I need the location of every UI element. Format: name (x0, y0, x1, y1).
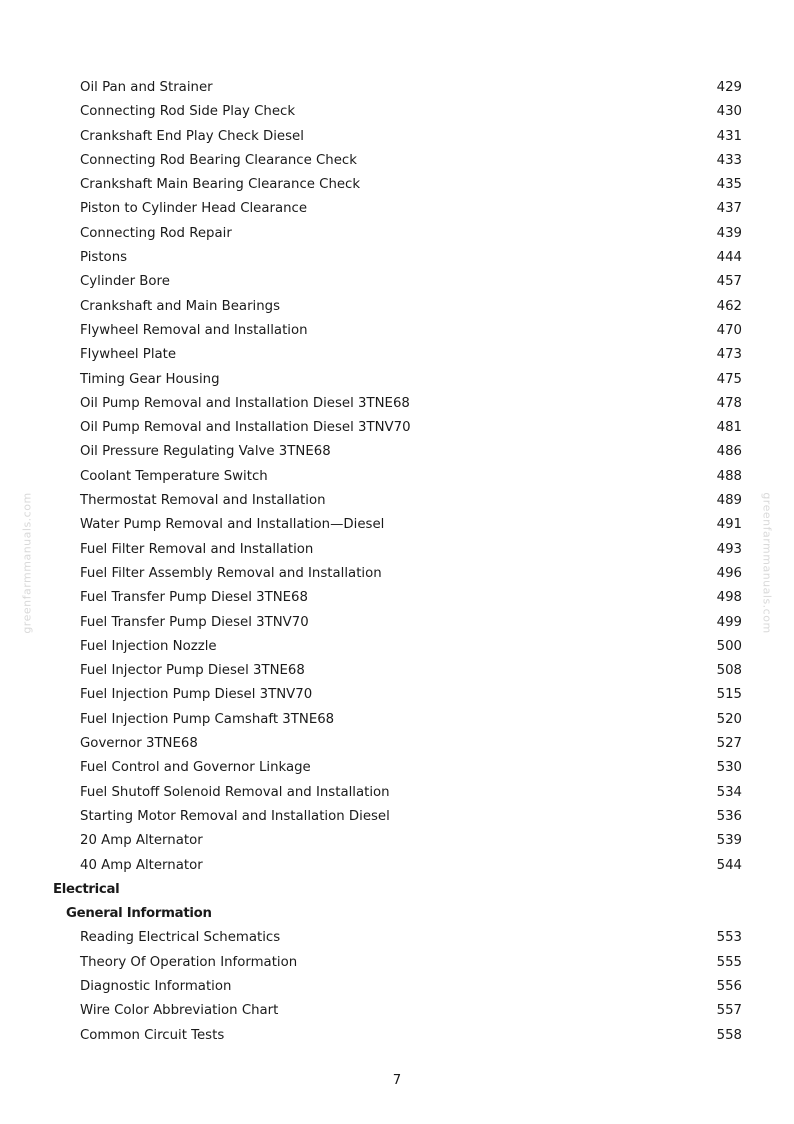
toc-subsection-heading[interactable] (0, 902, 794, 926)
toc-entry-page: 470 (716, 322, 742, 338)
toc-entry[interactable] (0, 100, 794, 124)
toc-entry-page: 508 (716, 663, 742, 679)
toc-entry[interactable] (0, 683, 794, 707)
toc-entry-title: Starting Motor Removal and Installation Diesel (80, 808, 390, 824)
toc-entry-title: Theory Of Operation Information (80, 954, 298, 970)
toc-entry-page: 478 (716, 395, 742, 411)
toc-entry[interactable] (0, 513, 794, 537)
toc-entry[interactable] (0, 246, 794, 270)
watermark-left: greenfarmmanuals.com (20, 492, 34, 634)
toc-entry-page: 556 (716, 978, 742, 994)
toc-entry-title: Fuel Injection Pump Camshaft 3TNE68 (80, 711, 335, 727)
toc-entry-page: 536 (716, 808, 742, 824)
toc-entry[interactable] (0, 999, 794, 1023)
toc-entry-page: 527 (716, 736, 742, 752)
toc-entry-page: 430 (716, 104, 742, 120)
toc-entry[interactable] (0, 392, 794, 416)
toc-entry-title: Oil Pan and Strainer (80, 80, 213, 95)
toc-entry-title: Piston to Cylinder Head Clearance (80, 201, 308, 217)
toc-entry-title: 40 Amp Alternator (80, 857, 203, 873)
toc-entry-page: 437 (716, 201, 742, 217)
toc-entry-page: 500 (716, 638, 742, 654)
toc-entry[interactable] (0, 416, 794, 440)
toc-entry[interactable] (0, 854, 794, 878)
toc-entry-title: Fuel Injection Nozzle (80, 638, 217, 654)
toc-entry-title: Timing Gear Housing (80, 371, 220, 387)
toc-entry-page: 555 (716, 954, 742, 970)
toc-entry-page: 553 (716, 930, 742, 946)
toc-entry-page: 429 (716, 80, 742, 95)
toc-entry-title: Common Circuit Tests (80, 1027, 225, 1043)
toc-entry-page: 530 (716, 760, 742, 776)
toc-entry-page: 488 (716, 468, 742, 484)
toc-entry-page: 439 (716, 225, 742, 241)
toc-entry[interactable] (0, 951, 794, 975)
toc-entry-title: Flywheel Plate (80, 347, 177, 363)
toc-entry[interactable] (0, 295, 794, 319)
toc-entry-title: Fuel Shutoff Solenoid Removal and Installation (80, 784, 390, 800)
toc-entry-title: Oil Pump Removal and Installation Diesel 3TNE68 (80, 395, 410, 411)
toc-entry[interactable] (0, 1024, 794, 1048)
toc-entry-title: Fuel Control and Governor Linkage (80, 760, 311, 776)
toc-entry[interactable] (0, 926, 794, 950)
toc-entry[interactable] (0, 173, 794, 197)
toc-entry[interactable] (0, 368, 794, 392)
toc-entry-title: Cylinder Bore (80, 274, 170, 290)
toc-entry-title: Coolant Temperature Switch (80, 468, 268, 484)
toc-entry[interactable] (0, 586, 794, 610)
toc-entry-page: 558 (716, 1027, 742, 1043)
toc-entry-page: 444 (716, 250, 742, 266)
toc-entry-page: 489 (716, 493, 742, 509)
toc-entry-page: 457 (716, 274, 742, 290)
toc-entry-title: Flywheel Removal and Installation (80, 322, 308, 338)
toc-entry-page: 499 (716, 614, 742, 630)
toc-entry-title: Diagnostic Information (80, 978, 232, 994)
toc-entry[interactable] (0, 829, 794, 853)
toc-entry[interactable] (0, 343, 794, 367)
toc-entry-page: 515 (716, 687, 742, 703)
toc-entry-title: Oil Pump Removal and Installation Diesel 3TNV70 (80, 420, 411, 436)
toc-entry-page: 534 (716, 784, 742, 800)
toc-entry-title: Pistons (80, 250, 128, 266)
toc-entry[interactable] (0, 975, 794, 999)
toc-entry-title: Oil Pressure Regulating Valve 3TNE68 (80, 444, 331, 460)
toc-entry-page: 496 (716, 565, 742, 581)
toc-entry[interactable] (0, 319, 794, 343)
toc-entry-title: Thermostat Removal and Installation (80, 493, 326, 509)
page-number: 7 (392, 1073, 402, 1088)
toc-entry-page: 498 (716, 590, 742, 606)
toc-entry-title: Fuel Injector Pump Diesel 3TNE68 (80, 663, 305, 679)
toc-entry-title: Crankshaft End Play Check Diesel (80, 128, 304, 144)
table-of-contents (0, 76, 794, 1048)
toc-entry-page: 475 (716, 371, 742, 387)
toc-entry[interactable] (0, 635, 794, 659)
toc-entry-page: 462 (716, 298, 742, 314)
toc-entry-page: 435 (716, 177, 742, 193)
toc-entry-page: 486 (716, 444, 742, 460)
toc-entry-page: 544 (716, 857, 742, 873)
toc-entry[interactable] (0, 149, 794, 173)
toc-entry[interactable] (0, 756, 794, 780)
toc-entry[interactable] (0, 781, 794, 805)
toc-entry-title: Governor 3TNE68 (80, 736, 198, 752)
toc-entry[interactable] (0, 659, 794, 683)
toc-entry-title: Fuel Injection Pump Diesel 3TNV70 (80, 687, 313, 703)
toc-entry-title: Fuel Filter Removal and Installation (80, 541, 314, 557)
toc-entry[interactable] (0, 805, 794, 829)
toc-entry[interactable] (0, 197, 794, 221)
toc-entry[interactable] (0, 562, 794, 586)
toc-entry-page: 433 (716, 152, 742, 168)
toc-entry-title: Fuel Transfer Pump Diesel 3TNE68 (80, 590, 308, 606)
toc-entry[interactable] (0, 76, 794, 100)
toc-entry-title: Wire Color Abbreviation Chart (80, 1003, 279, 1019)
toc-entry-page: 473 (716, 347, 742, 363)
toc-entry[interactable] (0, 489, 794, 513)
toc-entry-page: 491 (716, 517, 742, 533)
toc-entry-title: Crankshaft and Main Bearings (80, 298, 281, 314)
toc-entry-title: Electrical (53, 881, 120, 897)
toc-entry-title: Connecting Rod Bearing Clearance Check (80, 152, 357, 168)
toc-entry-page: 481 (716, 420, 742, 436)
toc-entry-title: Connecting Rod Side Play Check (80, 104, 296, 120)
toc-entry-page: 431 (716, 128, 742, 144)
toc-section-heading[interactable] (0, 878, 794, 902)
watermark-right: greenfarmmanuals.com (760, 492, 774, 634)
toc-entry[interactable] (0, 270, 794, 294)
toc-entry-page: 493 (716, 541, 742, 557)
toc-entry-title: Crankshaft Main Bearing Clearance Check (80, 177, 361, 193)
toc-entry-title: Fuel Filter Assembly Removal and Installation (80, 565, 382, 581)
toc-entry-page: 520 (716, 711, 742, 727)
toc-entry[interactable] (0, 125, 794, 149)
toc-entry[interactable] (0, 465, 794, 489)
toc-entry-title: Water Pump Removal and Installation—Diesel (80, 517, 385, 533)
toc-entry[interactable] (0, 732, 794, 756)
toc-entry-title: General Information (66, 906, 212, 922)
toc-entry-page: 539 (716, 833, 742, 849)
toc-entry[interactable] (0, 538, 794, 562)
toc-entry[interactable] (0, 708, 794, 732)
toc-entry-page: 557 (716, 1003, 742, 1019)
toc-entry[interactable] (0, 611, 794, 635)
toc-entry-title: Connecting Rod Repair (80, 225, 232, 241)
toc-entry[interactable] (0, 440, 794, 464)
toc-entry-title: Fuel Transfer Pump Diesel 3TNV70 (80, 614, 309, 630)
toc-entry[interactable] (0, 222, 794, 246)
toc-entry-title: Reading Electrical Schematics (80, 930, 281, 946)
toc-entry-title: 20 Amp Alternator (80, 833, 203, 849)
